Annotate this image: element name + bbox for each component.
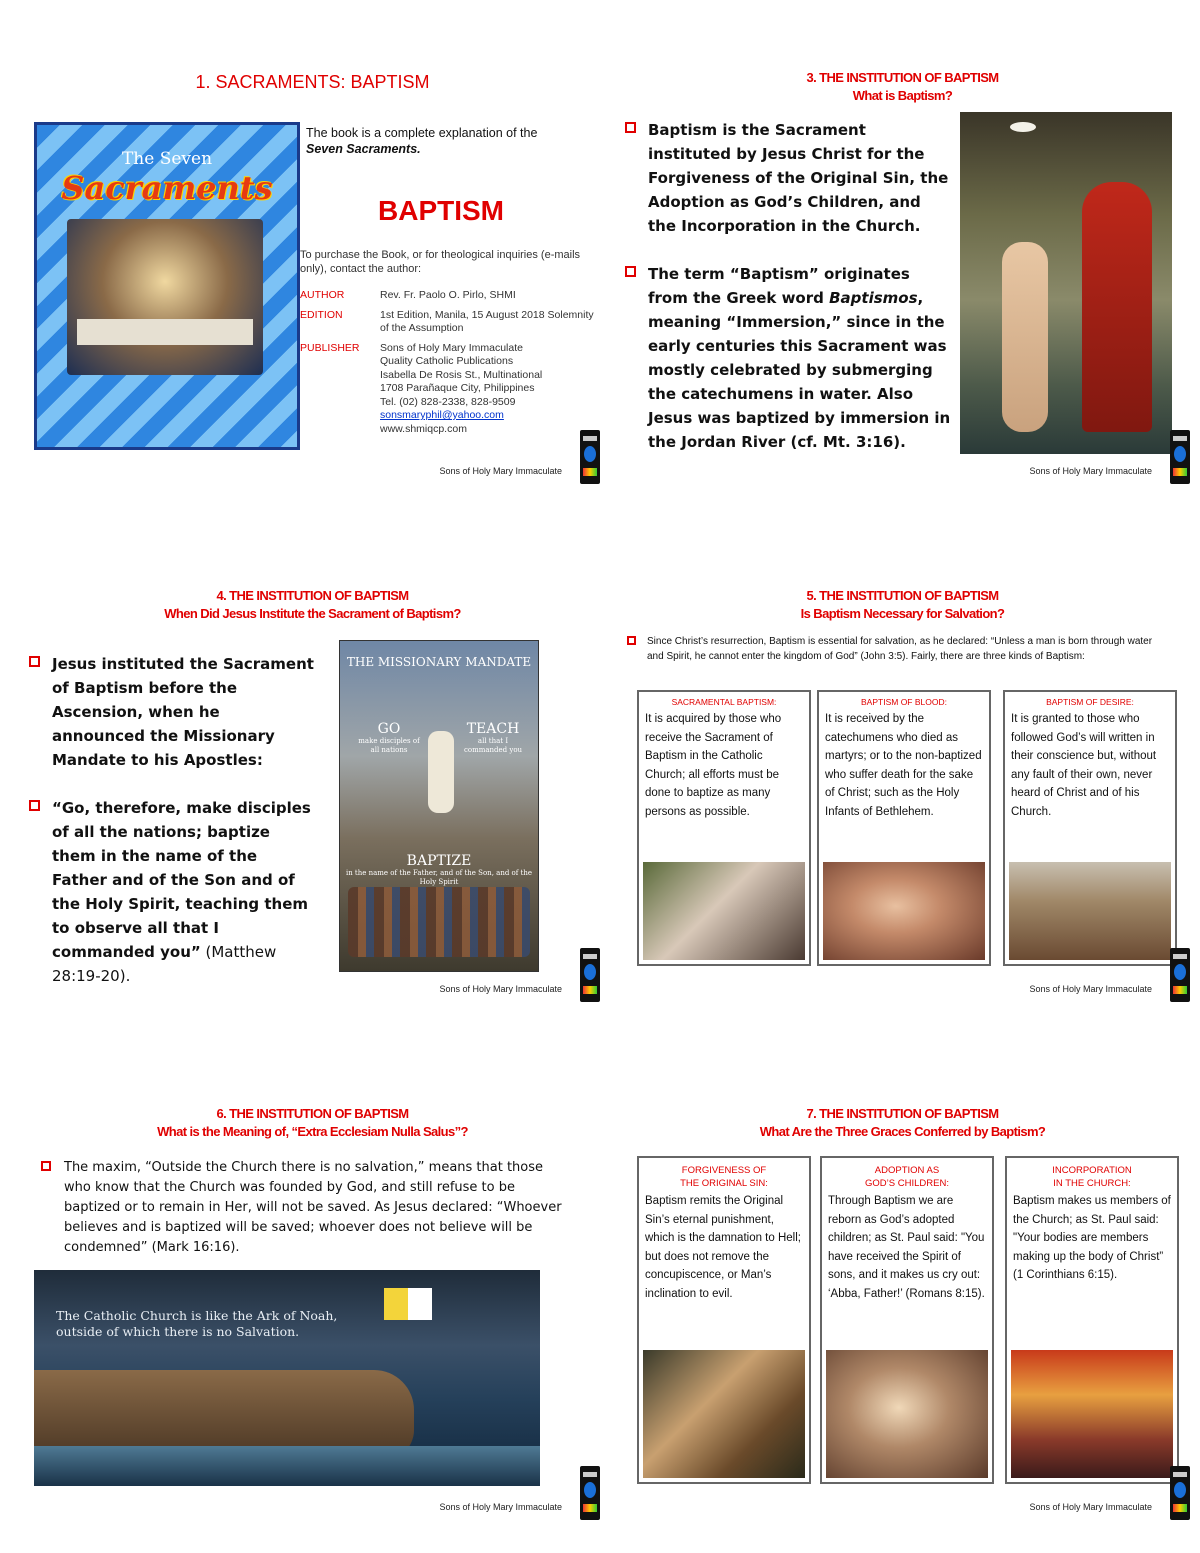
- card-heading: ADOPTION AS GOD’S CHILDREN:: [865, 1165, 949, 1189]
- slide-body: [623, 118, 953, 454]
- cover-title-main: Sacraments: [61, 169, 273, 207]
- author-value: Rev. Fr. Paolo O. Pirlo, SHMI: [380, 289, 516, 301]
- author-label: AUTHOR: [300, 289, 345, 301]
- adam-and-eve-painting: [643, 1350, 805, 1478]
- slide-title: 5. THE INSTITUTION OF BAPTISM: [806, 588, 999, 603]
- card-body: Baptism makes us members of the Church; as St. Paul said: "Your bodies are members making up the body of Christ” (1 Corinthians 6:15).: [1013, 1195, 1171, 1281]
- bullet-item: Jesus instituted the Sacrament of Baptism before the Ascension, when he announced the Missionary Mandate to his Apostles:: [27, 652, 317, 772]
- footer-text: Sons of Holy Mary Immaculate: [439, 466, 562, 476]
- card-heading: SACRAMENTAL BAPTISM:: [671, 697, 777, 707]
- card-body: It is acquired by those who receive the Sacrament of Baptism in the Catholic Church; all efforts must be done to baptize as many persons as possible.: [645, 713, 782, 818]
- grace-card: [1005, 1156, 1179, 1484]
- footer-text: Sons of Holy Mary Immaculate: [1029, 466, 1152, 476]
- card-body: Through Baptism we are reborn as God’s adopted children; as St. Paul said: "You have received the Spirit of sons, and it makes us cry out: ‘Abba, Father!’ (Romans 8:15).: [828, 1195, 985, 1300]
- card-heading: BAPTISM OF DESIRE:: [1046, 697, 1134, 707]
- child-photo: [823, 862, 985, 960]
- slide-subtitle: What Are the Three Graces Conferred by Baptism?: [759, 1124, 1046, 1139]
- slide-title: 6. THE INSTITUTION OF BAPTISM: [216, 1106, 409, 1121]
- purchase-note: To purchase the Book, or for theological inquiries (e-mails only), contact the author:: [300, 249, 581, 275]
- image-title: THE MISSIONARY MANDATE: [346, 655, 532, 669]
- baptism-photo: [643, 862, 805, 960]
- bullet-item: Baptism is the Sacrament instituted by Jesus Christ for the Forgiveness of the Original Sin, the Adoption as God’s Children, and the Incorporation in the Church.: [623, 118, 953, 238]
- missionary-mandate-image: [339, 640, 539, 972]
- footer-text: Sons of Holy Mary Immaculate: [439, 1502, 562, 1512]
- image-teach: TEACH all that I commanded you: [463, 721, 523, 754]
- slide-1: [25, 60, 600, 530]
- card-body: It is received by the catechumens who died as martyrs; or to the non-baptized who suffer death for the sake of Christ; such as the Holy Infants of Bethlehem.: [825, 713, 982, 818]
- slide-title: 3. THE INSTITUTION OF BAPTISM: [806, 70, 999, 85]
- slide-subtitle: Is Baptism Necessary for Salvation?: [800, 606, 1005, 621]
- footer-text: Sons of Holy Mary Immaculate: [439, 984, 562, 994]
- book-description: The book is a complete explanation of the Seven Sacraments.: [306, 126, 538, 156]
- cover-title-top: The Seven: [121, 149, 213, 169]
- footer-text: Sons of Holy Mary Immaculate: [1029, 1502, 1152, 1512]
- native-people-photo: [1009, 862, 1171, 960]
- slide-title: 4. THE INSTITUTION OF BAPTISM: [216, 588, 409, 603]
- slide-subtitle: What is the Meaning of, “Extra Ecclesiam Nulla Salus”?: [157, 1124, 468, 1139]
- shmi-logo-icon: [580, 948, 600, 1002]
- baptism-of-christ-painting: [960, 112, 1172, 454]
- shmi-logo-icon: [1170, 1466, 1190, 1520]
- slide-5: [615, 578, 1190, 1048]
- slide-7: [615, 1096, 1190, 1553]
- email-link[interactable]: sonsmaryphil@yahoo.com: [380, 409, 504, 421]
- slide-6: [25, 1096, 600, 1553]
- last-supper-painting: [67, 219, 263, 375]
- image-baptize: BAPTIZE in the name of the Father, and of the Son, and of the Holy Spirit: [345, 853, 533, 886]
- book-info: [300, 289, 600, 442]
- shmi-logo-icon: [1170, 948, 1190, 1002]
- footer-text: Sons of Holy Mary Immaculate: [1029, 984, 1152, 994]
- image-go: GO make disciples of all nations: [358, 721, 420, 754]
- intro-text: Since Christ’s resurrection, Baptism is essential for salvation, as he declared: “Unless a man is born through water and Spirit, he cannot enter the kingdom of God” (John 3:5). Fairly, there are three kinds of Baptism:: [625, 634, 1165, 664]
- ark-of-noah-image: [34, 1270, 540, 1486]
- publisher-value: Sons of Holy Mary Immaculate Quality Catholic Publications Isabella De Rosis St., Multinational 1708 Parañaque City, Philippines Tel. (02) 828-2338, 828-9509 sonsmaryphil@yahoo.com www.shmiqcp.com: [380, 341, 543, 435]
- slide-body: The maxim, “Outside the Church there is no salvation,” means that those who know that the Church was founded by God, and still refuse to be baptized or to remain in Her, will not be saved. As Jesus declared: “Whoever believes and is baptized will be saved; whoever does not believe will be condemned” (Mark 16:16).: [39, 1158, 569, 1258]
- slide-subtitle: What is Baptism?: [852, 88, 953, 103]
- card-heading: INCORPORATION IN THE CHURCH:: [1052, 1165, 1132, 1189]
- image-caption: The Catholic Church is like the Ark of Noah, outside of which there is no Salvation.: [56, 1308, 338, 1339]
- slide-body: [27, 652, 317, 988]
- grace-card: [637, 1156, 811, 1484]
- grace-card: [820, 1156, 994, 1484]
- slide-title: 1. SACRAMENTS: BAPTISM: [195, 72, 430, 92]
- card-heading: FORGIVENESS OF THE ORIGINAL SIN:: [680, 1165, 768, 1189]
- shmi-logo-icon: [580, 1466, 600, 1520]
- edition-label: EDITION: [300, 308, 343, 321]
- website-text[interactable]: www.shmiqcp.com: [380, 422, 467, 435]
- slide-4: [25, 578, 600, 1048]
- slide-title: 7. THE INSTITUTION OF BAPTISM: [806, 1106, 999, 1121]
- publisher-label: PUBLISHER: [300, 341, 360, 354]
- slide-3: [615, 60, 1190, 530]
- baptism-kind-card: [817, 690, 991, 966]
- baptism-heading: BAPTISM: [378, 195, 504, 226]
- card-body: Baptism remits the Original Sin’s eternal punishment, which is the damnation to Hell; but does not remove the concupiscence, or Man’s inclination to evil.: [645, 1195, 801, 1300]
- shmi-logo-icon: [1170, 430, 1190, 484]
- shmi-logo-icon: [580, 430, 600, 484]
- card-heading: BAPTISM OF BLOOD:: [861, 697, 947, 707]
- card-body: It is granted to those who followed God’s will written in their conscience but, without any fault of their own, never heard of Christ and of his Church.: [1011, 713, 1157, 818]
- jesus-embrace-painting: [826, 1350, 988, 1478]
- baptism-kind-card: [637, 690, 811, 966]
- edition-value: 1st Edition, Manila, 15 August 2018 Solemnity of the Assumption: [380, 308, 594, 334]
- pentecost-painting: [1011, 1350, 1173, 1478]
- baptism-kind-card: [1003, 690, 1177, 966]
- bullet-item: The term “Baptism” originates from the Greek word Baptismos, meaning “Immersion,” since in the early centuries this Sacrament was mostly celebrated by submerging the catechumens in water. Also Jesus was baptized by immersion in the Jordan River (cf. Mt. 3:16).: [623, 262, 953, 454]
- bullet-item: “Go, therefore, make disciples of all the nations; baptize them in the name of the Father and of the Son and of the Holy Spirit, teaching them to observe all that I commanded you” (Matthew 28:19-20).: [27, 796, 317, 988]
- slide-subtitle: When Did Jesus Institute the Sacrament of Baptism?: [164, 606, 461, 621]
- book-cover-image: [34, 122, 300, 450]
- papal-flag-icon: [384, 1288, 432, 1320]
